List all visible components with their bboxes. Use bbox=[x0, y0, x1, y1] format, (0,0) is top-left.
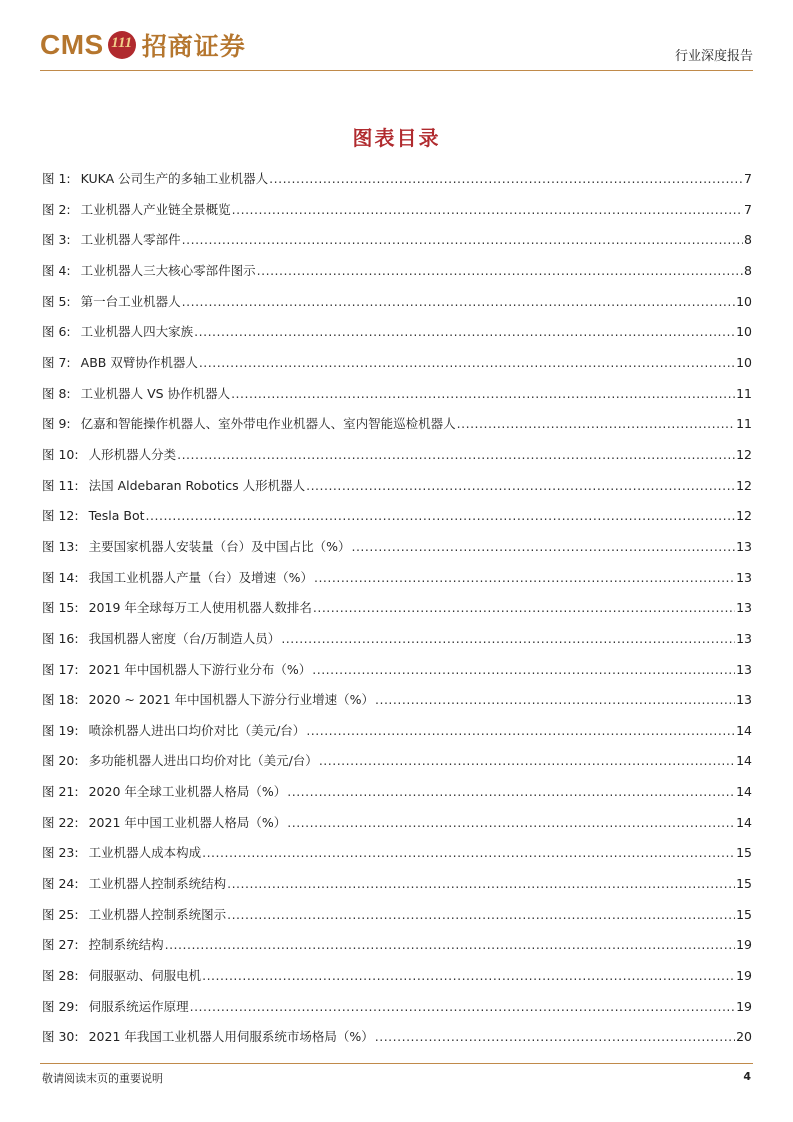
toc-entry-title: 2020 年全球工业机器人格局（%） bbox=[88, 784, 287, 800]
toc-entry-number: 图 21: bbox=[42, 784, 79, 800]
toc-entry[interactable] bbox=[42, 782, 752, 813]
cms-logo bbox=[40, 25, 246, 65]
toc-entry[interactable] bbox=[42, 874, 752, 905]
toc-entry[interactable] bbox=[42, 476, 752, 507]
toc-entry-page: 13 bbox=[736, 692, 752, 708]
toc-entry-title: KUKA 公司生产的多轴工业机器人 bbox=[80, 171, 269, 186]
toc-leader-dots bbox=[375, 1027, 735, 1047]
toc-leader-dots bbox=[287, 813, 735, 833]
toc-entry[interactable] bbox=[42, 537, 752, 568]
toc-entry-title: 我国机器人密度（台/万制造人员） bbox=[88, 630, 281, 646]
logo-seal-text: 111 bbox=[111, 35, 133, 51]
toc-entry-title: 2021 年中国机器人下游行业分布（%） bbox=[88, 661, 312, 677]
toc-leader-dots bbox=[190, 997, 735, 1017]
toc-entry[interactable] bbox=[42, 629, 752, 660]
toc-entry[interactable] bbox=[42, 598, 752, 629]
toc-entry-page: 10 bbox=[736, 324, 752, 340]
toc-entry[interactable] bbox=[42, 322, 752, 353]
toc-entry[interactable] bbox=[42, 843, 752, 874]
page-title: 图表目录 bbox=[352, 126, 441, 150]
toc-entry-title: 工业机器人控制系统图示 bbox=[88, 906, 227, 922]
toc-leader-dots bbox=[306, 721, 735, 741]
toc-entry-title: 2020 ~ 2021 年中国机器人下游分行业增速（%） bbox=[88, 692, 374, 708]
toc-leader-dots bbox=[375, 690, 735, 710]
toc-entry-title: 2021 年我国工业机器人用伺服系统市场格局（%） bbox=[88, 1029, 374, 1045]
toc-entry-page: 7 bbox=[744, 171, 752, 186]
toc-entry-page: 13 bbox=[736, 661, 752, 677]
toc-entry-number: 图 13: bbox=[42, 538, 79, 554]
toc-entry-page: 19 bbox=[736, 937, 752, 953]
logo-chinese: 招商证券 bbox=[141, 32, 246, 61]
toc-entry-number: 图 24: bbox=[42, 876, 79, 892]
toc-entry[interactable] bbox=[42, 905, 752, 936]
toc-entry[interactable] bbox=[42, 1027, 752, 1058]
toc-entry-title: 法国 Aldebaran Robotics 人形机器人 bbox=[88, 477, 306, 493]
toc-entry-number: 图 29: bbox=[42, 998, 79, 1014]
toc-entry-title: 多功能机器人进出口均价对比（美元/台） bbox=[88, 753, 318, 769]
toc-entry-title: 工业机器人三大核心零部件图示 bbox=[80, 262, 256, 278]
toc-entry-number: 图 1: bbox=[42, 171, 71, 186]
toc-leader-dots bbox=[182, 292, 735, 312]
toc-entry-page: 12 bbox=[736, 477, 752, 493]
toc-leader-dots bbox=[177, 445, 735, 465]
toc-entry[interactable] bbox=[42, 813, 752, 844]
toc-entry-number: 图 3: bbox=[42, 232, 71, 248]
toc-entry[interactable] bbox=[42, 445, 752, 476]
toc-entry-title: 主要国家机器人安装量（台）及中国占比（%） bbox=[88, 538, 351, 554]
footer-note: 敬请阅读末页的重要说明 bbox=[42, 1072, 163, 1085]
toc-entry-title: 人形机器人分类 bbox=[88, 446, 177, 462]
footer-page-number: 4 bbox=[743, 1070, 751, 1083]
toc-leader-dots bbox=[457, 414, 735, 434]
toc-leader-dots bbox=[351, 537, 735, 557]
toc-entry[interactable] bbox=[42, 690, 752, 721]
toc-entry-number: 图 14: bbox=[42, 569, 79, 585]
toc-entry-page: 12 bbox=[736, 446, 752, 462]
toc-entry-page: 14 bbox=[736, 814, 752, 830]
toc-entry-title: 工业机器人 VS 协作机器人 bbox=[80, 385, 231, 401]
toc-entry-title: 亿嘉和智能操作机器人、室外带电作业机器人、室内智能巡检机器人 bbox=[80, 416, 456, 432]
toc-entry-page: 20 bbox=[736, 1029, 752, 1045]
toc-entry-page: 13 bbox=[736, 569, 752, 585]
toc-entry-title: 第一台工业机器人 bbox=[80, 293, 181, 309]
toc-entry-number: 图 19: bbox=[42, 722, 79, 738]
toc-entry-page: 13 bbox=[736, 538, 752, 554]
toc-entry-page: 15 bbox=[736, 876, 752, 892]
toc-entry-title: 伺服驱动、伺服电机 bbox=[88, 968, 202, 984]
toc-entry[interactable] bbox=[42, 997, 752, 1028]
toc-entry[interactable] bbox=[42, 414, 752, 445]
toc-entry-page: 8 bbox=[744, 262, 752, 278]
toc-entry[interactable] bbox=[42, 384, 752, 415]
toc-entry-number: 图 4: bbox=[42, 262, 71, 278]
toc-entry[interactable] bbox=[42, 261, 752, 292]
toc-entry-page: 13 bbox=[736, 600, 752, 616]
toc-entry[interactable] bbox=[42, 353, 752, 384]
toc-entry-page: 12 bbox=[736, 508, 752, 524]
toc-leader-dots bbox=[199, 353, 735, 373]
toc-entry[interactable] bbox=[42, 200, 752, 231]
toc-entry-page: 10 bbox=[736, 293, 752, 309]
toc-entry-page: 10 bbox=[736, 354, 752, 370]
toc-entry-number: 图 18: bbox=[42, 692, 79, 708]
toc-entry[interactable] bbox=[42, 966, 752, 997]
page-header bbox=[40, 25, 753, 71]
toc-leader-dots bbox=[313, 598, 735, 618]
header-divider bbox=[40, 70, 753, 71]
toc-leader-dots bbox=[202, 843, 735, 863]
toc-entry-title: 喷涂机器人进出口均价对比（美元/台） bbox=[88, 722, 306, 738]
toc-leader-dots bbox=[146, 506, 736, 526]
toc-entry-number: 图 15: bbox=[42, 600, 79, 616]
report-type: 行业深度报告 bbox=[674, 49, 753, 64]
toc-entry-number: 图 28: bbox=[42, 968, 79, 984]
toc-leader-dots bbox=[227, 905, 735, 925]
logo-latin: CMS bbox=[40, 29, 104, 60]
toc-entry-page: 14 bbox=[736, 753, 752, 769]
toc-leader-dots bbox=[257, 261, 743, 281]
toc-entry-number: 图 16: bbox=[42, 630, 79, 646]
toc-entry[interactable] bbox=[42, 660, 752, 691]
toc-entry-page: 14 bbox=[736, 784, 752, 800]
toc-leader-dots bbox=[231, 384, 735, 404]
toc-entry-page: 13 bbox=[736, 630, 752, 646]
toc-leader-dots bbox=[202, 966, 735, 986]
toc-entry-title: 2019 年全球每万工人使用机器人数排名 bbox=[88, 600, 312, 616]
toc-entry-number: 图 20: bbox=[42, 753, 79, 769]
toc-entry[interactable] bbox=[42, 506, 752, 537]
toc-entry-number: 图 10: bbox=[42, 446, 79, 462]
toc-leader-dots bbox=[232, 200, 743, 220]
toc-entry-number: 图 5: bbox=[42, 293, 71, 309]
toc-leader-dots bbox=[319, 751, 735, 771]
toc-entry-title: 伺服系统运作原理 bbox=[88, 998, 189, 1014]
toc-leader-dots bbox=[165, 935, 735, 955]
toc-entry-title: Tesla Bot bbox=[88, 508, 145, 524]
toc-leader-dots bbox=[227, 874, 735, 894]
toc-entry-title: 我国工业机器人产量（台）及增速（%） bbox=[88, 569, 313, 585]
toc-entry-number: 图 12: bbox=[42, 508, 79, 524]
toc-entry-number: 图 23: bbox=[42, 845, 79, 861]
toc-entry-number: 图 7: bbox=[42, 354, 71, 370]
logo-seal-icon bbox=[108, 31, 136, 59]
toc-entry-title: 2021 年中国工业机器人格局（%） bbox=[88, 814, 287, 830]
toc-entry-page: 7 bbox=[744, 201, 752, 217]
toc-entry-page: 11 bbox=[736, 416, 752, 432]
toc-entry[interactable] bbox=[42, 721, 752, 752]
toc-entry-number: 图 22: bbox=[42, 814, 79, 830]
toc-entry-page: 15 bbox=[736, 845, 752, 861]
toc-entry-page: 15 bbox=[736, 906, 752, 922]
toc-entry-number: 图 9: bbox=[42, 416, 71, 432]
toc-entry-number: 图 6: bbox=[42, 324, 71, 340]
toc-entry-title: 工业机器人零部件 bbox=[80, 232, 181, 248]
toc-entry-title: 控制系统结构 bbox=[88, 937, 164, 953]
toc-entry-number: 图 25: bbox=[42, 906, 79, 922]
toc-leader-dots bbox=[312, 660, 735, 680]
toc-leader-dots bbox=[281, 629, 735, 649]
toc-entry-number: 图 30: bbox=[42, 1029, 79, 1045]
toc-entry-page: 19 bbox=[736, 968, 752, 984]
toc-leader-dots bbox=[306, 476, 735, 496]
toc-entry[interactable] bbox=[42, 568, 752, 599]
toc-leader-dots bbox=[182, 230, 743, 250]
footer-divider bbox=[40, 1063, 753, 1064]
toc-entry-title: 工业机器人四大家族 bbox=[80, 324, 194, 340]
toc-entry[interactable] bbox=[42, 751, 752, 782]
toc-entry-title: ABB 双臂协作机器人 bbox=[80, 354, 198, 370]
toc-leader-dots bbox=[287, 782, 735, 802]
toc-entry-number: 图 8: bbox=[42, 385, 71, 401]
toc-entry-title: 工业机器人产业链全景概览 bbox=[80, 201, 231, 217]
toc-leader-dots bbox=[269, 169, 743, 189]
toc-entry-number: 图 27: bbox=[42, 937, 79, 953]
toc-leader-dots bbox=[194, 322, 735, 342]
toc-entry-number: 图 11: bbox=[42, 477, 79, 493]
toc-entry-page: 19 bbox=[736, 998, 752, 1014]
toc-entry-number: 图 2: bbox=[42, 201, 71, 217]
toc-entry-page: 8 bbox=[744, 232, 752, 248]
toc-entry-number: 图 17: bbox=[42, 661, 79, 677]
figure-toc bbox=[42, 169, 752, 1058]
toc-leader-dots bbox=[314, 568, 735, 588]
toc-entry[interactable] bbox=[42, 230, 752, 261]
toc-entry[interactable] bbox=[42, 292, 752, 323]
toc-entry[interactable] bbox=[42, 169, 752, 200]
toc-entry-page: 11 bbox=[736, 385, 752, 401]
toc-entry-title: 工业机器人成本构成 bbox=[88, 845, 202, 861]
toc-entry[interactable] bbox=[42, 935, 752, 966]
toc-entry-page: 14 bbox=[736, 722, 752, 738]
toc-entry-title: 工业机器人控制系统结构 bbox=[88, 876, 227, 892]
